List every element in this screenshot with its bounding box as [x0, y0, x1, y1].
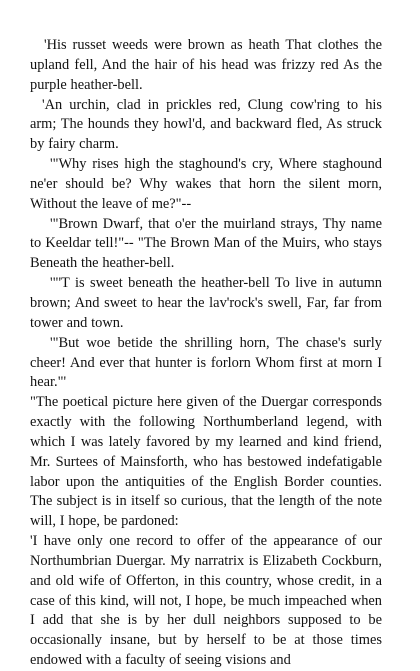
verse-stanza: '"Why rises high the staghound's cry, Where staghound ne'er should be? Why wakes that horn the silent morn, Without the leave of me?"--	[30, 156, 382, 212]
verse-stanza: '"But woe betide the shrilling horn, The chase's surly cheer! And ever that hunter is forlorn Whom first at morn I hear."'	[30, 334, 382, 391]
prose-paragraph: "The poetical picture here given of the Duergar corresponds exactly with the following Northumberland legend, with which I was lately favored by my learned and kind friend, Mr. Surtees of Mainsforth, who has bestowed indefatigable labor upon the antiquities of the English Border counties. The subject is in itself so curious, that the length of the note will, I hope, be pardoned:	[30, 394, 382, 530]
verse-stanza: 'An urchin, clad in prickles red, Clung cow'ring to his arm; The hounds they howl'd, and backward fled, As struck by fairy charm.	[30, 96, 382, 153]
verse-stanza: 'His russet weeds were brown as heath That clothes the upland fell, And the hair of his head was frizzy red As the purple heather-bell.	[30, 37, 382, 93]
verse-stanza: '"'T is sweet beneath the heather-bell To live in autumn brown; And sweet to hear the lav'rock's swell, Far, far from tower and town.	[30, 275, 382, 331]
verse-stanza: '"Brown Dwarf, that o'er the muirland strays, Thy name to Keeldar tell!"-- "The Brown Man of the Muirs, who stays Beneath the heather-bell.	[30, 215, 382, 272]
prose-paragraph: 'I have only one record to offer of the appearance of our Northumbrian Duergar. My narratrix is Elizabeth Cockburn, and old wife of Offerton, in this country, whose credit, in a case of this kind, will not, I hope, be much impeached when I add that she is by her dull neighbors supposed to be occasionally insane, but by herself to be at those times endowed with a faculty of seeing visions and	[30, 533, 382, 669]
page-text	[30, 36, 382, 671]
